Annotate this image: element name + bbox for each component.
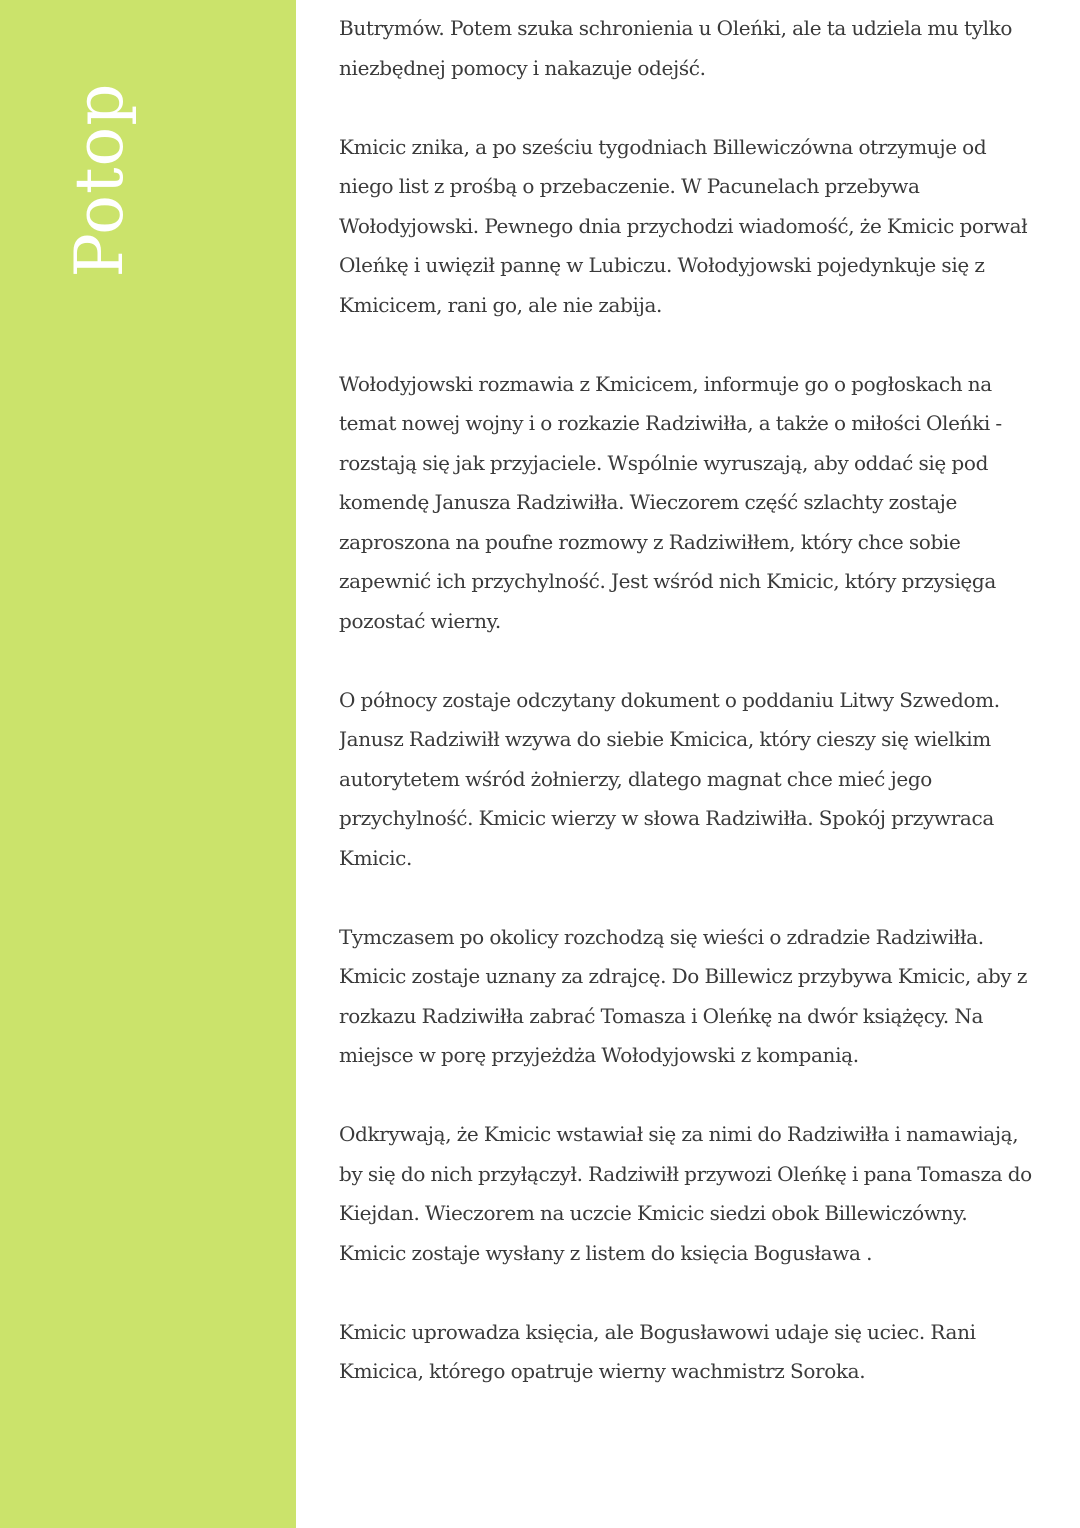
paragraph-3: Wołodyjowski rozmawia z Kmicicem, informuje go o pogłoskach na temat nowej wojny i o rozkazie Radziwiłła, a także o miłości Oleńki - rozstają się jak przyjaciele. Wspólnie wyruszają, aby oddać się pod komendę Janusza Radziwiłła. Wieczorem część szlachty zostaje zaproszona na poufne rozmowy z Radziwiłłem, który chce sobie zapewnić ich przychylność. Jest wśród nich Kmicic, który przysięga pozostać wierny.	[339, 371, 1002, 633]
paragraph-1: Butrymów. Potem szuka schronienia u Oleńki, ale ta udziela mu tylko niezbędnej pomocy i nakazuje odejść.	[339, 16, 1013, 80]
paragraph-4: O północy zostaje odczytany dokument o poddaniu Litwy Szwedom. Janusz Radziwiłł wzywa do siebie Kmicica, który cieszy się wielkim autorytetem wśród żołnierzy, dlatego magnat chce mieć jego przychylność. Kmicic wierzy w słowa Radziwiłła. Spokój przywraca Kmicic.	[339, 687, 1000, 870]
paragraph-5: Tymczasem po okolicy rozchodzą się wieści o zdradzie Radziwiłła. Kmicic zostaje uznany za zdrajcę. Do Billewicz przybywa Kmicic, aby z rozkazu Radziwiłła zabrać Tomasza i Oleńkę na dwór książęcy. Na miejsce w porę przyjeżdża Wołodyjowski z kompanią.	[339, 924, 1028, 1067]
paragraph-2: Kmicic znika, a po sześciu tygodniach Billewiczówna otrzymuje od niego list z prośbą o przebaczenie. W Pacunelach przebywa Wołodyjowski. Pewnego dnia przychodzi wiadomość, że Kmicic porwał Oleńkę i uwięził pannę w Lubiczu. Wołodyjowski pojedynkuje się z Kmicicem, rani go, ale nie zabija.	[339, 134, 1028, 317]
sidebar	[0, 0, 296, 1528]
page-title: Potop	[61, 82, 138, 278]
document-body	[339, 9, 1039, 1509]
paragraph-6: Odkrywają, że Kmicic wstawiał się za nimi do Radziwiłła i namawiają, by się do nich przyłączył. Radziwiłł przywozi Oleńkę i pana Tomasza do Kiejdan. Wieczorem na uczcie Kmicic siedzi obok Billewiczówny. Kmicic zostaje wysłany z listem do księcia Bogusława .	[339, 1122, 1032, 1265]
paragraph-7: Kmicic uprowadza księcia, ale Bogusławowi udaje się uciec. Rani Kmicica, którego opatruje wierny wachmistrz Soroka.	[339, 1319, 976, 1383]
